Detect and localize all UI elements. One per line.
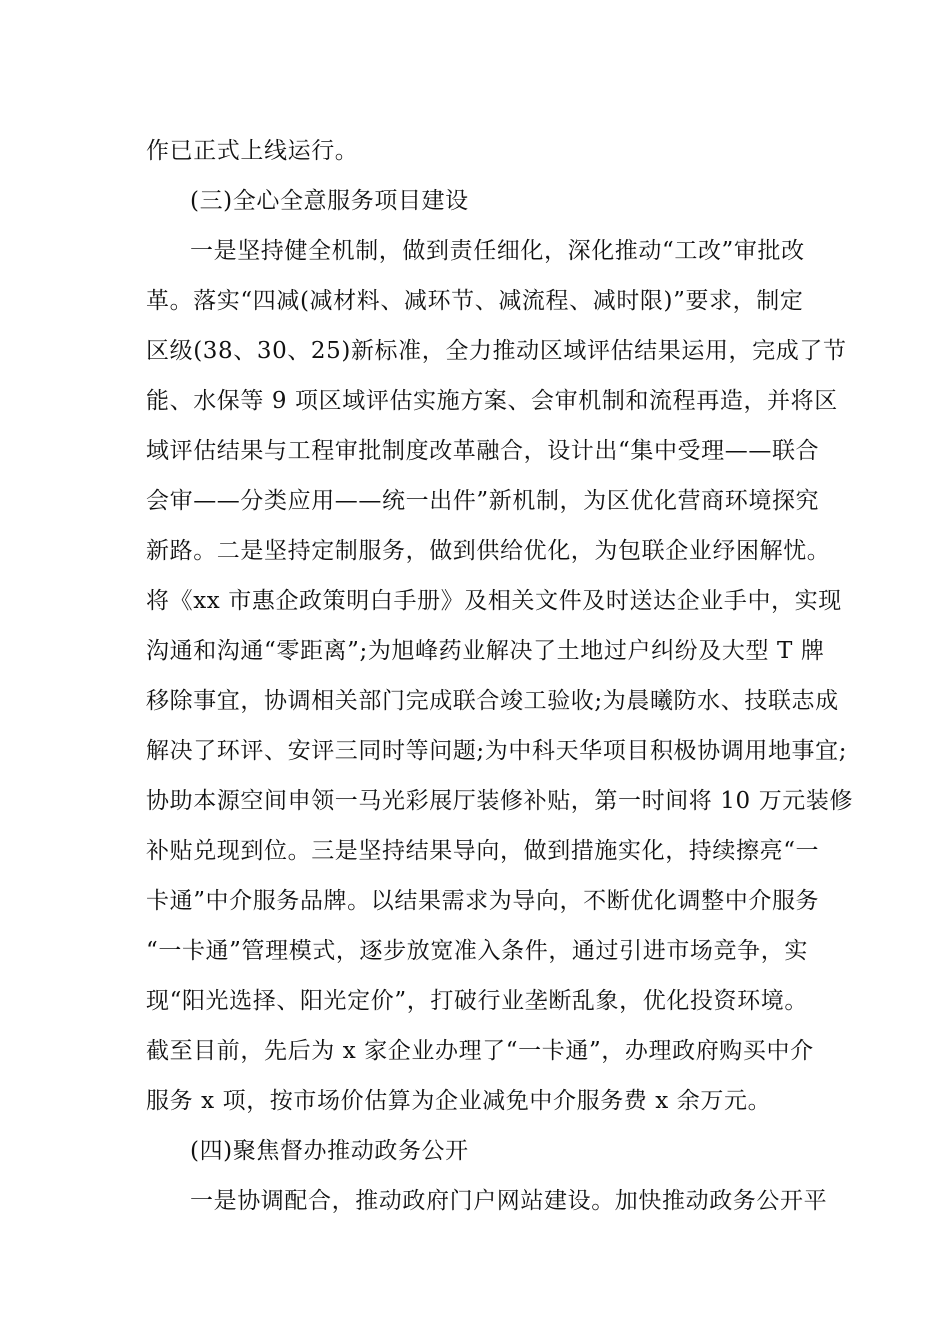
paragraph-line: 截至目前，先后为 x 家企业办理了“一卡通”，办理政府购买中介 [146,1038,814,1064]
paragraph-line: 补贴兑现到位。三是坚持结果导向，做到措施实化，持续擦亮“一 [146,838,820,864]
paragraph-line: 解决了环评、安评三同时等问题;为中科天华项目积极协调用地事宜; [146,738,848,764]
paragraph-line: 能、水保等 9 项区域评估实施方案、会审机制和流程再造，并将区 [146,388,838,414]
paragraph-line: 新路。二是坚持定制服务，做到供给优化，为包联企业纾困解忧。 [146,538,831,564]
paragraph-line: 服务 x 项，按市场价估算为企业减免中介服务费 x 余万元。 [146,1088,772,1114]
paragraph-line: “一卡通”管理模式，逐步放宽准入条件，通过引进市场竞争，实 [146,938,808,964]
paragraph-line: 革。落实“四减(减材料、减环节、减流程、减时限)”要求，制定 [146,288,804,314]
paragraph-line: 一是协调配合，推动政府门户网站建设。加快推动政务公开平 [190,1188,828,1214]
paragraph-line: 作已正式上线运行。 [146,138,359,164]
paragraph-line: 将《xx 市惠企政策明白手册》及相关文件及时送达企业手中，实现 [146,588,842,614]
paragraph-line: 沟通和沟通“零距离”;为旭峰药业解决了土地过户纠纷及大型 T 牌 [146,638,825,664]
paragraph-line: 区级(38、30、25)新标准，全力推动区域评估结果运用，完成了节 [146,338,847,364]
section-heading-4: (四)聚焦督办推动政务公开 [190,1138,469,1164]
paragraph-line: 协助本源空间申领一马光彩展厅装修补贴，第一时间将 10 万元装修 [146,788,854,814]
paragraph-line: 会审——分类应用——统一出件”新机制，为区优化营商环境探究 [146,488,820,514]
paragraph-line: 现“阳光选择、阳光定价”，打破行业垄断乱象，优化投资环境。 [146,988,808,1014]
paragraph-line: 卡通”中介服务品牌。以结果需求为导向，不断优化调整中介服务 [146,888,820,914]
paragraph-line: 域评估结果与工程审批制度改革融合，设计出“集中受理——联合 [146,438,820,464]
paragraph-line: 一是坚持健全机制，做到责任细化，深化推动“工改”审批改 [190,238,805,264]
section-heading-3: (三)全心全意服务项目建设 [190,188,469,214]
paragraph-line: 移除事宜，协调相关部门完成联合竣工验收;为晨曦防水、技联志成 [146,688,839,714]
